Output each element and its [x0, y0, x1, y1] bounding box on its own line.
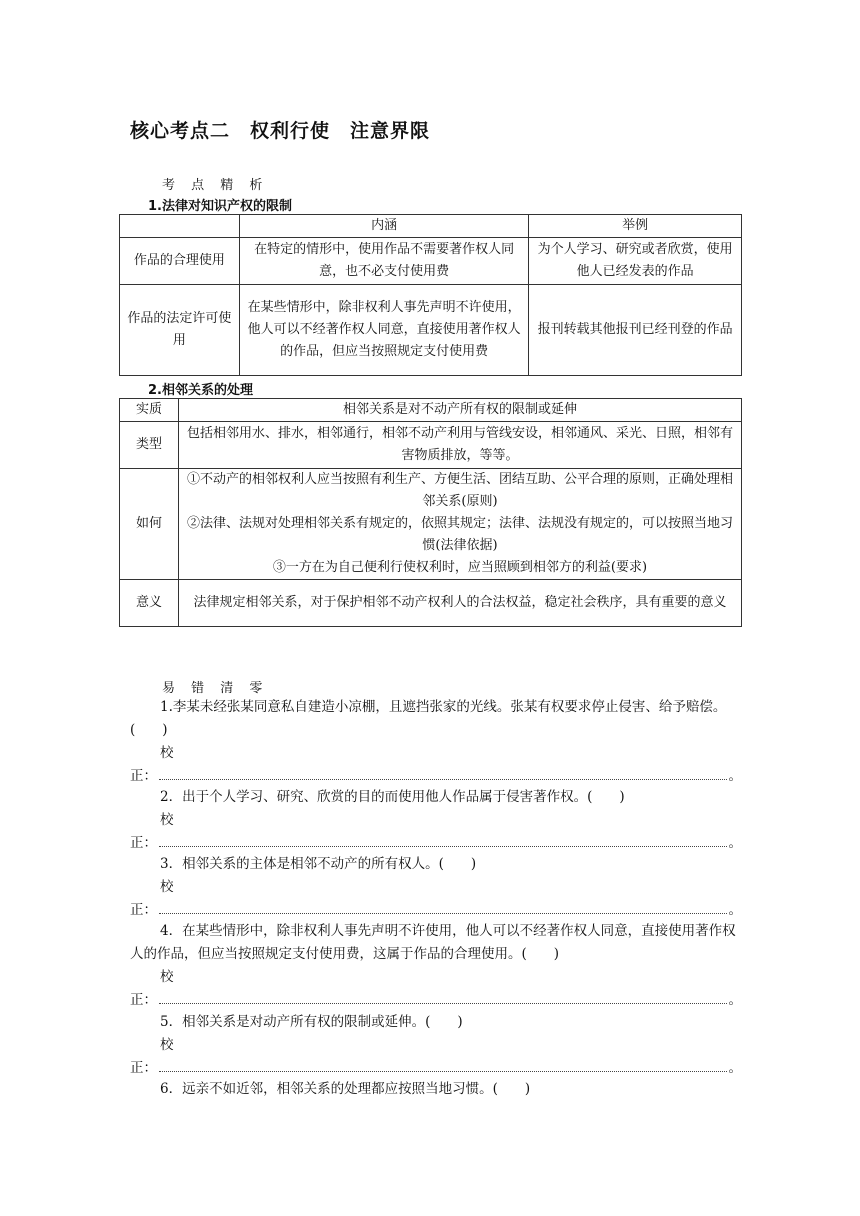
table-header-cell: 举例	[529, 215, 742, 238]
correction-end: 。	[728, 992, 742, 1008]
row-label: 类型	[120, 422, 179, 469]
correction-prefix: 校	[160, 879, 174, 895]
row-content: 包括相邻用水、排水，相邻通行，相邻不动产利用与管线安设，相邻通风、采光、日照，相邻有害物质排放，等等。	[178, 422, 741, 469]
table-row	[120, 238, 742, 285]
row-label: 如何	[120, 469, 179, 580]
correction-prefix: 校	[160, 1037, 174, 1053]
correction-line	[130, 1034, 742, 1080]
correction-line	[130, 809, 742, 855]
correction-prefix: 校	[160, 745, 174, 761]
question-item: 6．远亲不如近邻，相邻关系的处理都应按照当地习惯。( )	[160, 1081, 531, 1097]
table-header-cell: 内涵	[239, 215, 529, 238]
question-item: 2．出于个人学习、研究、欣赏的目的而使用他人作品属于侵害著作权。( )	[160, 789, 625, 805]
table-header-cell	[120, 215, 240, 238]
question-item: 3．相邻关系的主体是相邻不动产的所有权人。( )	[160, 856, 477, 872]
row-example: 报刊转载其他报刊已经刊登的作品	[529, 285, 742, 376]
row-content: 相邻关系是对不动产所有权的限制或延伸	[178, 399, 741, 422]
table-row	[120, 399, 742, 422]
correction-line	[130, 742, 742, 788]
correction-end: 。	[728, 902, 742, 918]
correction-prefix: 正：	[130, 768, 157, 784]
answer-blank[interactable]	[159, 1059, 727, 1072]
content-line: ①不动产的相邻权利人应当按照有利生产、方便生活、团结互助、公平合理的原则，正确处理相邻关系(原则)	[186, 472, 733, 509]
table-row	[120, 422, 742, 469]
neighbor-relations-table	[119, 398, 742, 627]
ip-limits-table	[119, 214, 742, 376]
question-item: 1.李某未经张某同意私自建造小凉棚，且遮挡张家的光线。张某有权要求停止侵害、给予赔偿。( )	[130, 699, 727, 738]
table2-heading: 2.相邻关系的处理	[148, 383, 253, 398]
correction-prefix: 正：	[130, 1060, 157, 1076]
content-line: ②法律、法规对处理相邻关系有规定的，依照其规定；法律、法规没有规定的，可以按照当地习惯(法律依据)	[186, 516, 733, 553]
table-row	[120, 580, 742, 627]
content-line: ③一方在为自己便利行使权利时，应当照顾到相邻方的利益(要求)	[272, 560, 648, 575]
question-item: 4．在某些情形中，除非权利人事先声明不许使用，他人可以不经著作权人同意，直接使用著作权人的作品，但应当按照规定支付使用费，这属于作品的合理使用。( )	[130, 923, 736, 962]
row-label: 实质	[120, 399, 179, 422]
section-errors-label: 易 错 清 零	[162, 681, 269, 696]
table-row	[120, 285, 742, 376]
row-meaning: 在特定的情形中，使用作品不需要著作权人同意，也不必支付使用费	[239, 238, 529, 285]
correction-prefix: 正：	[130, 902, 157, 918]
answer-blank[interactable]	[159, 991, 727, 1004]
answer-blank[interactable]	[159, 901, 727, 914]
row-label: 意义	[120, 580, 179, 627]
table-row	[120, 469, 742, 580]
correction-end: 。	[728, 835, 742, 851]
correction-prefix: 正：	[130, 835, 157, 851]
row-content: 法律规定相邻关系，对于保护相邻不动产权利人的合法权益，稳定社会秩序，具有重要的意义	[178, 580, 741, 627]
row-meaning: 在某些情形中，除非权利人事先声明不许使用，他人可以不经著作权人同意，直接使用著作权人的作品，但应当按照规定支付使用费	[239, 285, 529, 376]
table-header-row	[120, 215, 742, 238]
correction-line	[130, 966, 742, 1012]
correction-prefix: 校	[160, 812, 174, 828]
row-example: 为个人学习、研究或者欣赏，使用他人已经发表的作品	[529, 238, 742, 285]
page-title: 核心考点二 权利行使 注意界限	[130, 120, 431, 142]
row-label: 作品的合理使用	[120, 238, 240, 285]
answer-blank[interactable]	[159, 834, 727, 847]
row-content	[178, 469, 741, 580]
table1-heading: 1.法律对知识产权的限制	[148, 199, 292, 214]
row-label: 作品的法定许可使用	[120, 285, 240, 376]
correction-end: 。	[728, 1060, 742, 1076]
correction-prefix: 校	[160, 969, 174, 985]
correction-end: 。	[728, 768, 742, 784]
answer-blank[interactable]	[159, 767, 727, 780]
correction-line	[130, 876, 742, 922]
question-item: 5．相邻关系是对动产所有权的限制或延伸。( )	[160, 1014, 463, 1030]
section-analysis-label: 考 点 精 析	[162, 178, 269, 193]
correction-prefix: 正：	[130, 992, 157, 1008]
